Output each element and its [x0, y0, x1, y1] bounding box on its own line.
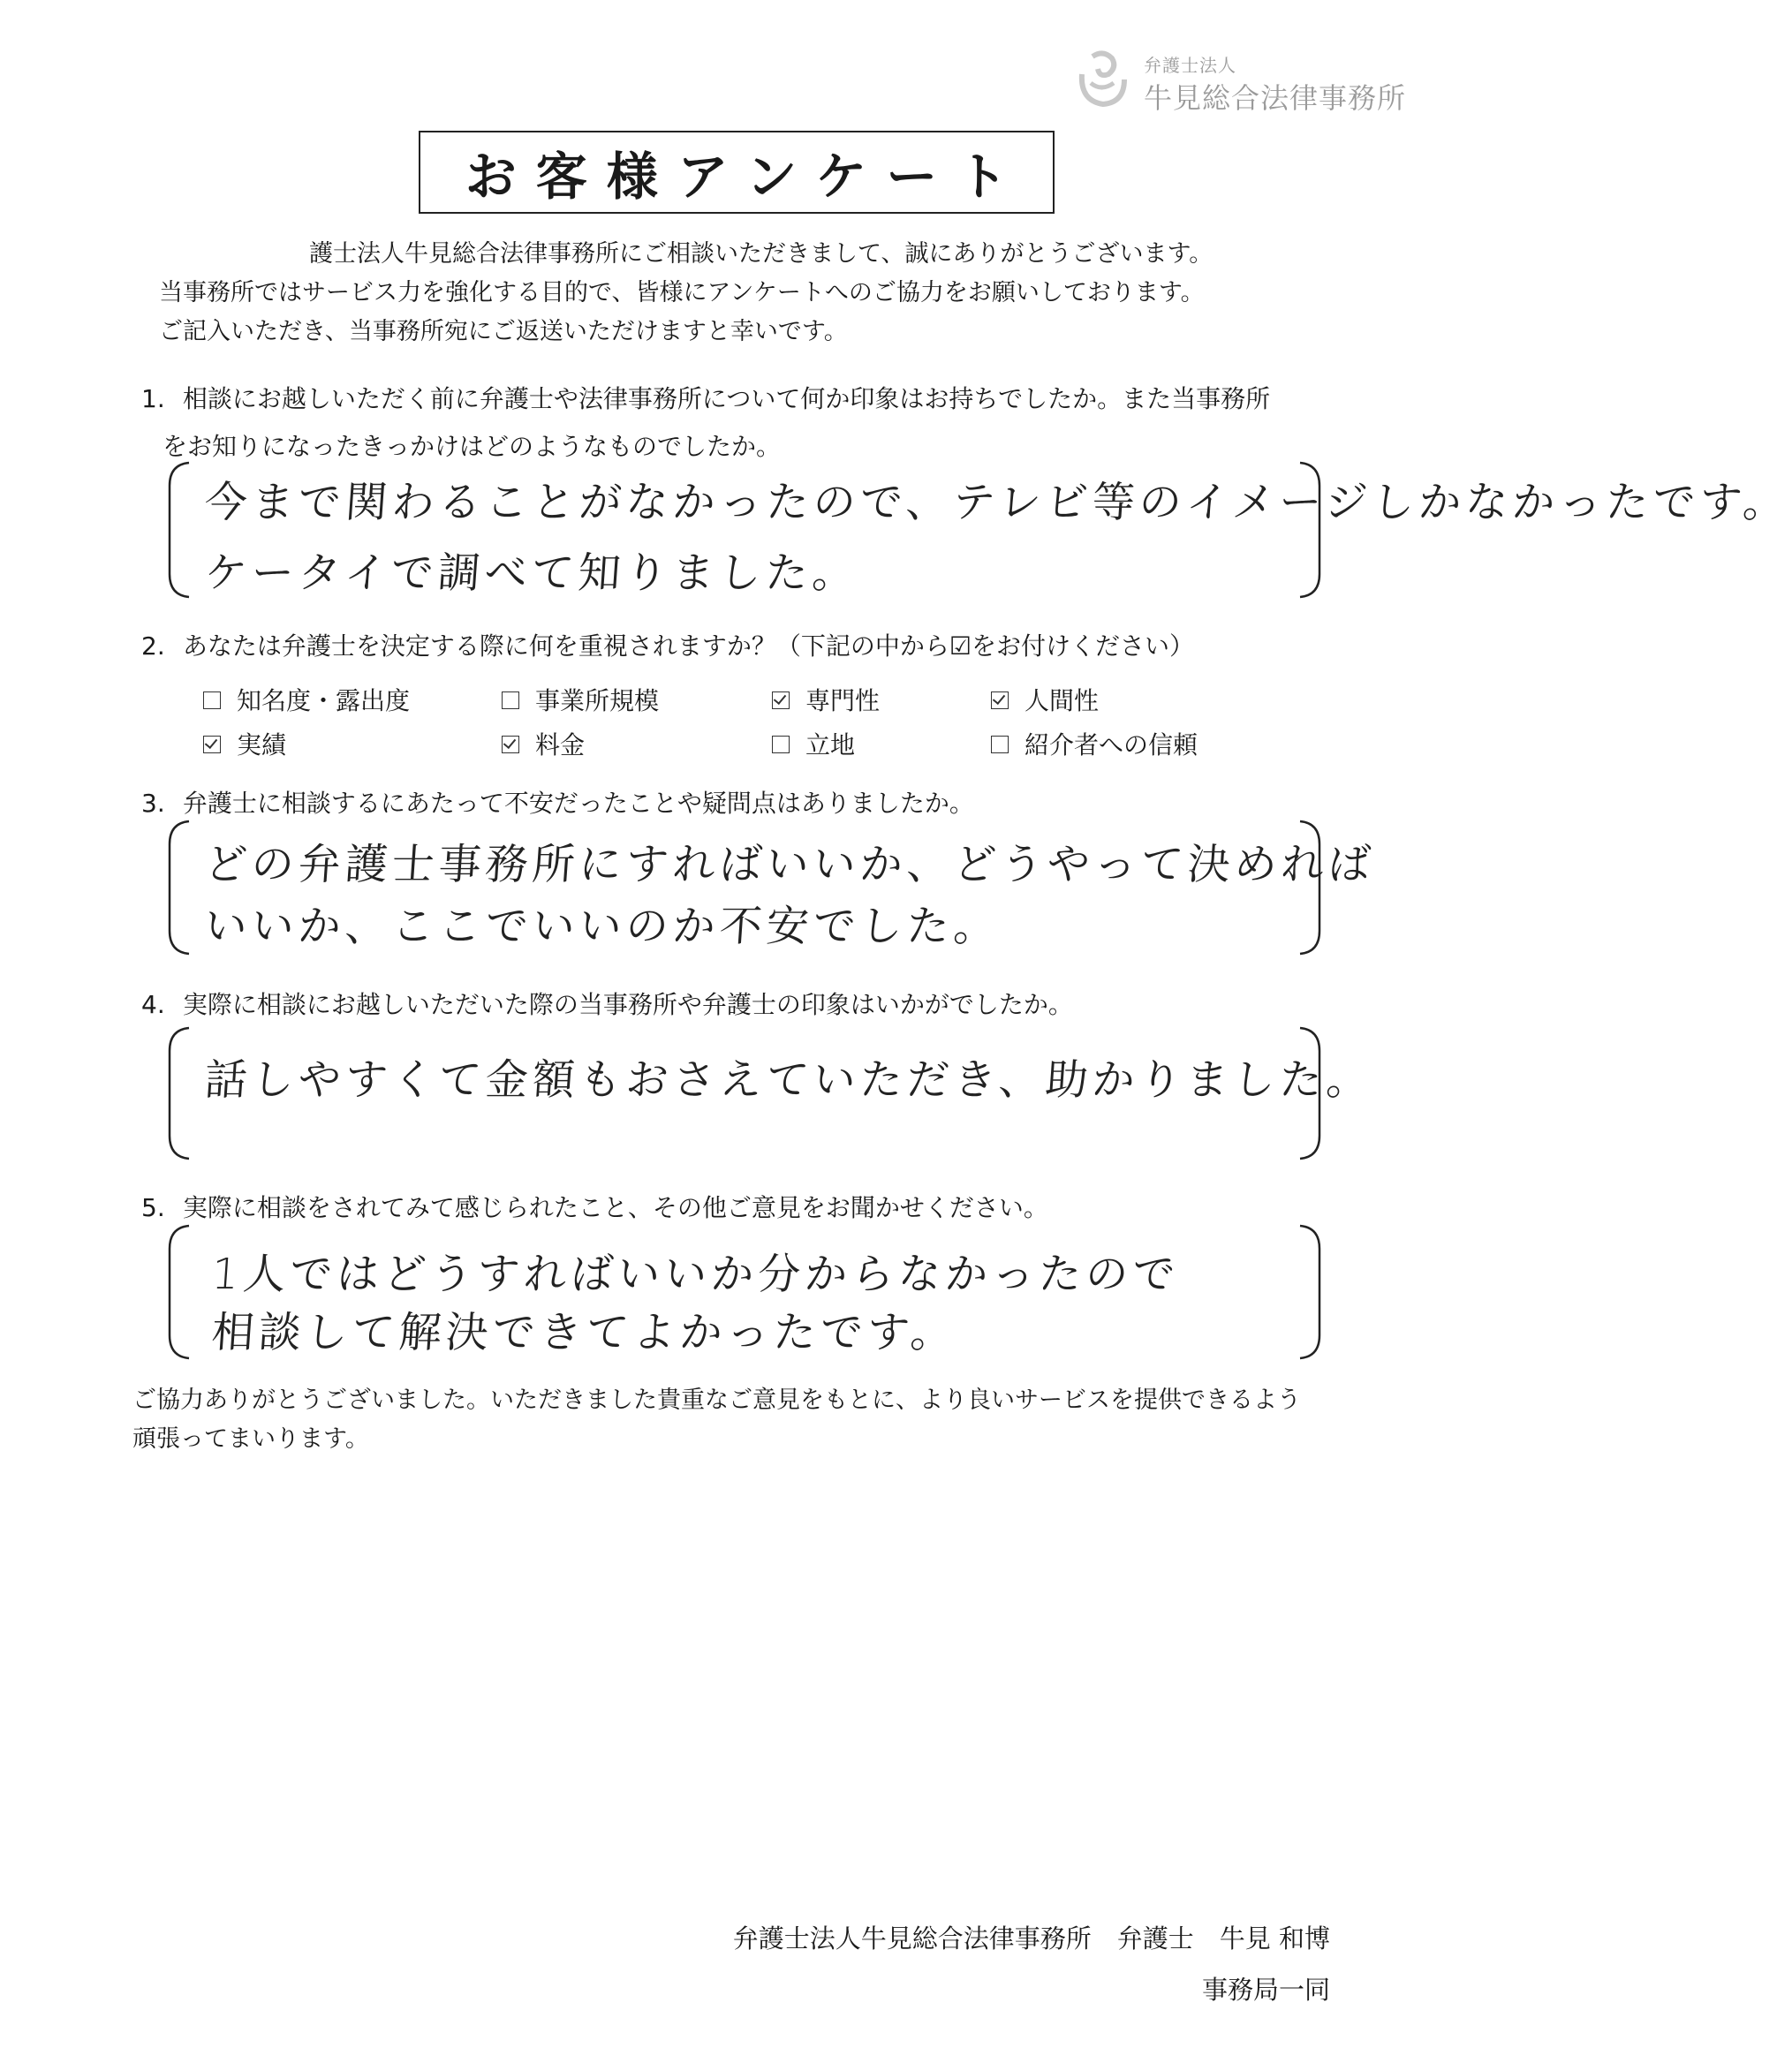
checkbox-label: 知名度・露出度: [237, 686, 411, 715]
intro-line: 当事務所ではサービス力を強化する目的で、皆様にアンケートへのご協力をお願いしております。: [159, 279, 1205, 306]
letterhead-firm-name: 牛見総合法律事務所: [1144, 81, 1407, 115]
closing-line: ご協力ありがとうございました。いただきました貴重なご意見をもとに、より良いサービスを提供できるよう: [132, 1387, 1301, 1414]
answer-bracket-left: [164, 818, 193, 957]
question-text: あなたは弁護士を決定する際に何を重視されますか？（下記の中から☑をお付けください）: [182, 631, 1195, 661]
checkbox-label: 紹介者への信頼: [1025, 730, 1198, 759]
checked-checkbox-icon[interactable]: [502, 736, 519, 753]
checkbox-option[interactable]: [203, 682, 410, 717]
checkbox-label: 料金: [535, 730, 586, 759]
checkbox-label: 実績: [237, 730, 287, 759]
signature-firm-line: 弁護士法人牛見総合法律事務所 弁護士 牛見 和博: [732, 1923, 1330, 1953]
answer-bracket-right: [1297, 1222, 1325, 1362]
question-text: 弁護士に相談するにあたって不安だったことや疑問点はありましたか。: [182, 789, 974, 818]
answer-bracket-left: [164, 459, 193, 601]
checked-checkbox-icon[interactable]: [991, 691, 1009, 709]
handwritten-answer: ケータイで調べて知りました。: [202, 548, 861, 598]
checkbox-option[interactable]: [502, 726, 585, 761]
intro-line: ご記入いただき、当事務所宛にご返送いただけますと幸いです。: [159, 318, 848, 345]
answer-bracket-left: [164, 1222, 193, 1362]
signature-block: [733, 1913, 1330, 2015]
checkbox-option[interactable]: [991, 726, 1198, 761]
question-2: [141, 627, 1194, 662]
checkbox-icon[interactable]: [991, 736, 1009, 753]
question-number: 3.: [141, 789, 165, 818]
handwritten-answer: 今まで関わることがなかったので、テレビ等のイメージしかなかったです。: [202, 478, 1792, 527]
checkbox-option[interactable]: [991, 682, 1099, 717]
letterhead-logo: [1073, 44, 1409, 115]
checkbox-option[interactable]: [203, 726, 286, 761]
page-title: お客様アンケート: [419, 131, 1055, 214]
checkbox-icon[interactable]: [772, 736, 790, 753]
question-number: 2.: [141, 631, 165, 661]
letterhead-subtitle: 弁護士法人: [1144, 55, 1236, 76]
handwritten-answer: 話しやすくて金額もおさえていただき、助かりました。: [202, 1055, 1375, 1105]
question-text: 相談にお越しいただく前に弁護士や法律事務所について何か印象はお持ちでしたか。また当事務所: [182, 384, 1271, 413]
handwritten-answer: どの弁護士事務所にすればいいか、どうやって決めれば: [202, 840, 1377, 889]
checkbox-icon[interactable]: [502, 691, 519, 709]
intro-text: [159, 235, 1307, 351]
question-number: 5.: [141, 1193, 165, 1222]
checkbox-label: 人間性: [1025, 686, 1100, 715]
checkbox-label: 事業所規模: [535, 686, 660, 715]
checkbox-option[interactable]: [772, 726, 855, 761]
question-1: [141, 380, 1270, 415]
checkbox-option[interactable]: [772, 682, 880, 717]
closing-text: [132, 1381, 1369, 1459]
answer-bracket-left: [164, 1024, 193, 1162]
checkbox-option[interactable]: [502, 682, 659, 717]
signature-staff-line: 事務局一同: [1201, 1975, 1330, 2005]
handwritten-answer: いいか、ここでいいのか不安でした。: [202, 902, 1002, 951]
question-5: [141, 1189, 1048, 1224]
question-1-continued: をお知りになったきっかけはどのようなものでしたか。: [163, 432, 782, 461]
question-3: [141, 784, 974, 820]
checked-checkbox-icon[interactable]: [203, 736, 221, 753]
question-number: 4.: [141, 990, 165, 1019]
checkbox-label: 立地: [805, 730, 856, 759]
question-number: 1.: [141, 384, 165, 413]
handwritten-answer: 相談して解決できてよかったです。: [209, 1308, 959, 1357]
checked-checkbox-icon[interactable]: [772, 691, 790, 709]
question-text: 実際に相談にお越しいただいた際の当事務所や弁護士の印象はいかがでしたか。: [182, 990, 1073, 1019]
handwritten-answer: 1人ではどうすればいいか分からなかったので: [209, 1250, 1182, 1299]
checkbox-icon[interactable]: [203, 691, 221, 709]
question-4: [141, 986, 1073, 1021]
checkbox-label: 専門性: [805, 686, 881, 715]
question-text: 実際に相談をされてみて感じられたこと、その他ご意見をお聞かせください。: [182, 1193, 1048, 1222]
firm-emblem-icon: [1073, 48, 1130, 110]
intro-line: 護士法人牛見総合法律事務所にご相談いただきまして、誠にありがとうございます。: [309, 240, 1214, 268]
closing-line: 頑張ってまいります。: [132, 1425, 369, 1453]
